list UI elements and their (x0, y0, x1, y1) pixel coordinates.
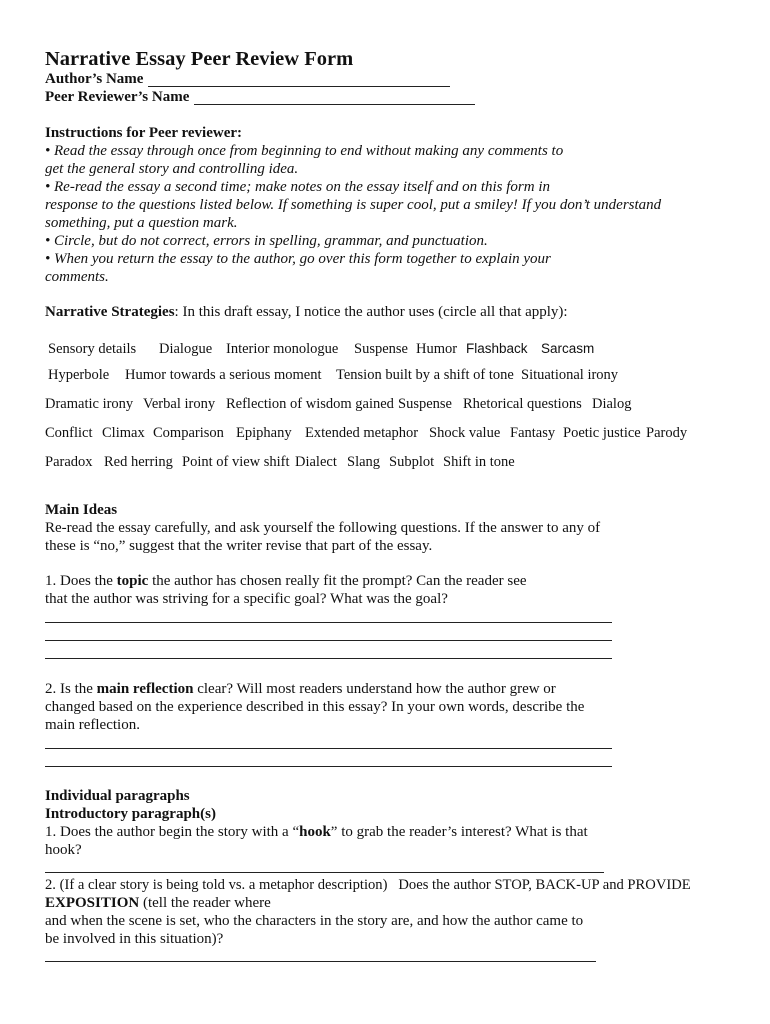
individual-paragraphs-heading: Individual paragraphs (45, 788, 190, 804)
strategy-option[interactable]: Climax (102, 425, 145, 441)
question-hook: 1. Does the author begin the story with a “hook” to grab the reader’s interest? What is that (45, 824, 588, 840)
narrative-strategies-intro: Narrative Strategies: In this draft essay, I notice the author uses (circle all that apply): (45, 304, 568, 320)
strategy-option[interactable]: Shift in tone (443, 454, 515, 470)
strategy-option[interactable]: Tension built by a shift of tone (336, 367, 514, 383)
question-topic-line2: that the author was striving for a specific goal? What was the goal? (45, 591, 448, 607)
question-exposition: 2. (If a clear story is being told vs. a metaphor description) Does the author STOP, BACK-UP and PROVIDE (45, 877, 691, 893)
instruction-line: get the general story and controlling idea. (45, 161, 299, 177)
strategy-option[interactable]: Situational irony (521, 367, 619, 383)
instruction-line: response to the questions listed below. If something is super cool, put a smiley! If you don’t understand (45, 197, 662, 213)
strategy-option[interactable]: Dialog (592, 396, 632, 412)
strategy-option[interactable]: Subplot (389, 454, 435, 470)
question-main-reflection-line2: changed based on the experience described in this essay? In your own words, describe the (45, 699, 585, 715)
instruction-line: comments. (45, 269, 109, 285)
instruction-line: something, put a question mark. (45, 215, 238, 231)
strategy-option[interactable]: Fantasy (510, 425, 556, 441)
strategy-option[interactable]: Rhetorical questions (463, 396, 582, 412)
answer-line[interactable] (45, 748, 612, 749)
author-name-label: Author’s Name (45, 71, 144, 87)
strategy-option[interactable]: Slang (347, 454, 381, 470)
strategy-option[interactable]: Humor (416, 341, 458, 357)
strategy-option[interactable]: Dialect (295, 454, 337, 470)
strategy-option[interactable]: Red herring (104, 454, 173, 470)
strategy-option[interactable]: Paradox (45, 454, 93, 470)
answer-line[interactable] (45, 640, 612, 641)
main-ideas-intro: Re-read the essay carefully, and ask yourself the following questions. If the answer to any of (45, 520, 601, 536)
strategy-option[interactable]: Reflection of wisdom gained (226, 396, 394, 412)
question-exposition-line4: be involved in this situation)? (45, 931, 224, 947)
main-ideas-heading: Main Ideas (45, 502, 118, 518)
strategy-option[interactable]: Conflict (45, 425, 93, 441)
instruction-line: • Re-read the essay a second time; make notes on the essay itself and on this form in (45, 179, 551, 195)
page-title: Narrative Essay Peer Review Form (45, 48, 354, 70)
strategy-option[interactable]: Point of view shift (182, 454, 290, 470)
question-main-reflection-line3: main reflection. (45, 717, 140, 733)
strategy-option[interactable]: Parody (646, 425, 688, 441)
instruction-line: • Read the essay through once from beginning to end without making any comments to (45, 143, 564, 159)
answer-line[interactable] (45, 872, 604, 873)
question-topic: 1. Does the topic the author has chosen really fit the prompt? Can the reader see (45, 573, 527, 589)
question-main-reflection: 2. Is the main reflection clear? Will most readers understand how the author grew or (45, 681, 556, 697)
main-ideas-intro: these is “no,” suggest that the writer revise that part of the essay. (45, 538, 433, 554)
peer-reviewer-name-label: Peer Reviewer’s Name (45, 89, 190, 105)
strategy-option[interactable]: Extended metaphor (305, 425, 419, 441)
introductory-paragraph-heading: Introductory paragraph(s) (45, 806, 216, 822)
instruction-line: • When you return the essay to the author, go over this form together to explain your (45, 251, 551, 267)
answer-line[interactable] (45, 622, 612, 623)
strategy-option[interactable]: Epiphany (236, 425, 292, 441)
answer-line[interactable] (45, 766, 612, 767)
strategy-option[interactable]: Comparison (153, 425, 224, 441)
strategy-option[interactable]: Sensory details (48, 341, 137, 357)
answer-line[interactable] (45, 658, 612, 659)
strategy-option[interactable]: Interior monologue (226, 341, 339, 357)
answer-line[interactable] (45, 961, 596, 962)
strategy-option[interactable]: Verbal irony (143, 396, 216, 412)
narrative-strategies-label: Narrative Strategies (45, 304, 175, 320)
strategy-option[interactable]: Dramatic irony (45, 396, 134, 412)
strategy-option[interactable]: Hyperbole (48, 367, 110, 383)
strategy-option[interactable]: Flashback (466, 341, 528, 356)
question-exposition-line2: EXPOSITION (tell the reader where (45, 895, 271, 911)
strategy-option[interactable]: Sarcasm (541, 341, 595, 356)
strategy-option[interactable]: Suspense (354, 341, 408, 357)
strategy-option[interactable]: Humor towards a serious moment (125, 367, 322, 383)
strategy-option[interactable]: Poetic justice (563, 425, 641, 441)
question-hook-line2: hook? (45, 842, 82, 858)
strategy-option[interactable]: Shock value (429, 425, 501, 441)
instruction-line: • Circle, but do not correct, errors in spelling, grammar, and punctuation. (45, 233, 488, 249)
strategy-option[interactable]: Dialogue (159, 341, 213, 357)
instructions-heading: Instructions for Peer reviewer: (45, 125, 243, 141)
strategy-option[interactable]: Suspense (398, 396, 452, 412)
question-exposition-line3: and when the scene is set, who the characters in the story are, and how the author came to (45, 913, 584, 929)
peer-reviewer-name-field[interactable] (194, 104, 475, 105)
author-name-field[interactable] (148, 86, 450, 87)
